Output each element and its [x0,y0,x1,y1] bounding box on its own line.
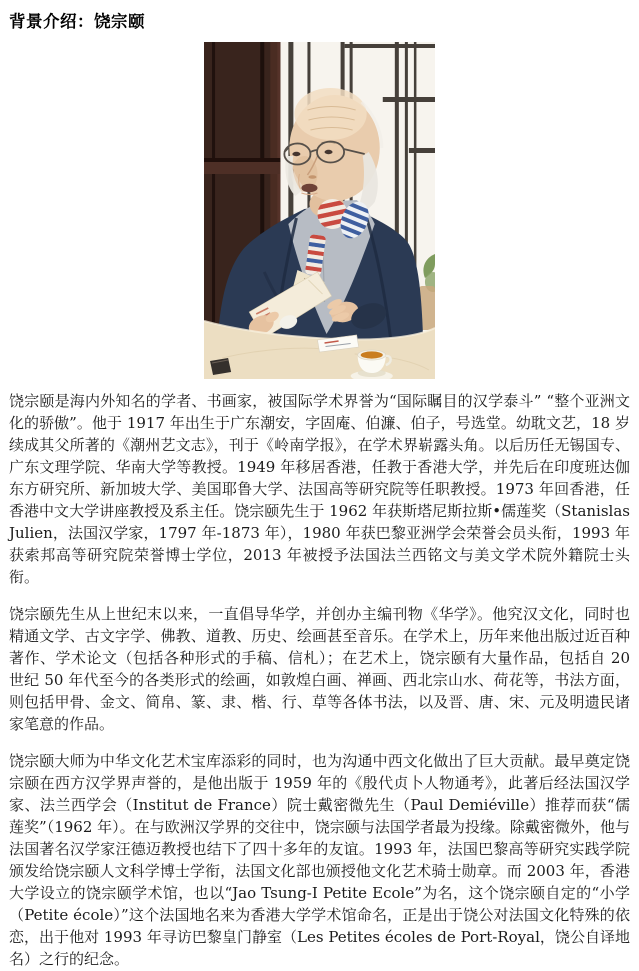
scholarship-paragraph: 饶宗颐先生从上世纪末以来，一直倡导华学，并创办主编刊物《华学》。他究汉文化，同时也精通文学、古文字学、佛教、道教、历史、绘画甚至音乐。在学术上，历年来他出版过近百种著作、学术论文（包括各种形式的手稿、信札）；在艺术上，饶宗颐有大量作品，包括自 20 世纪 50 年代至今的各类形式的绘画，如敦煌白画、禅画、西北宗山水、荷花等，书法方面，则包括甲骨、金文、简帛、篆、隶、楷、行、草等各体书法，以及晋、唐、宋、元及明遗民诸家笔意的作品。 [9,605,630,733]
page-title: 背景介绍：饶宗颐 [9,12,145,31]
portrait-photo-container [204,42,435,379]
portrait-photo [204,42,435,379]
france-paragraph: 饶宗颐大师为中华文化艺术宝库添彩的同时，也为沟通中西文化做出了巨大贡献。最早奠定饶宗颐在西方汉学界声誉的，是他出版于 1959 年的《殷代贞卜人物通考》，此著后经法国汉学家、法兰西学会（Institut de France）院士戴密微先生（Paul Demiéville）推荐而获“儒莲奖”（1962 年）。在与欧洲汉学界的交往中，饶宗颐与法国学者最为投缘。除戴密微外，他与法国著名汉学家汪德迈教授也结下了四十多年的友谊。1993 年，法国巴黎高等研究实践学院颁发给饶宗颐人文科学博士学衔，法国文化部也颁授他文化艺术骑士勋章。而 2003 年，香港大学设立的饶宗颐学术馆，也以“Jao Tsung-I Petite Ecole”为名，这个饶宗颐自定的“小学（Petite école）”这个法国地名来为香港大学学术馆命名，正是出于饶公对法国文化特殊的依恋，出于他对 1993 年寻访巴黎皇门静室（Les Petites écoles de Port-Royal，饶公自译地名）之行的纪念。 [9,752,630,968]
intro-paragraph: 饶宗颐是海内外知名的学者、书画家，被国际学术界誉为“国际瞩目的汉学泰斗” “整个亚洲文化的骄傲”。他于 1917 年出生于广东潮安，字固庵、伯濂、伯子，号选堂。幼耽文艺，18 岁续成其父所著的《潮州艺文志》，刊于《岭南学报》，在学术界崭露头角。以后历任无锡国专、广东文理学院、华南大学等教授。1949 年移居香港，任教于香港大学，并先后在印度班达伽东方研究所、新加坡大学、美国耶鲁大学、法国高等研究院等任职教授。1973 年回香港，任香港中文大学讲座教授及系主任。饶宗颐先生于 1962 年获斯塔尼斯拉斯•儒莲奖（Stanislas Julien，法国汉学家，1797 年-1873 年），1980 年获巴黎亚洲学会荣誉会员头衔，1993 年获索邦高等研究院荣誉博士学位，2013 年被授予法国法兰西铭文与美文学术院外籍院士头衔。 [9,392,630,586]
dark-object [210,358,231,375]
